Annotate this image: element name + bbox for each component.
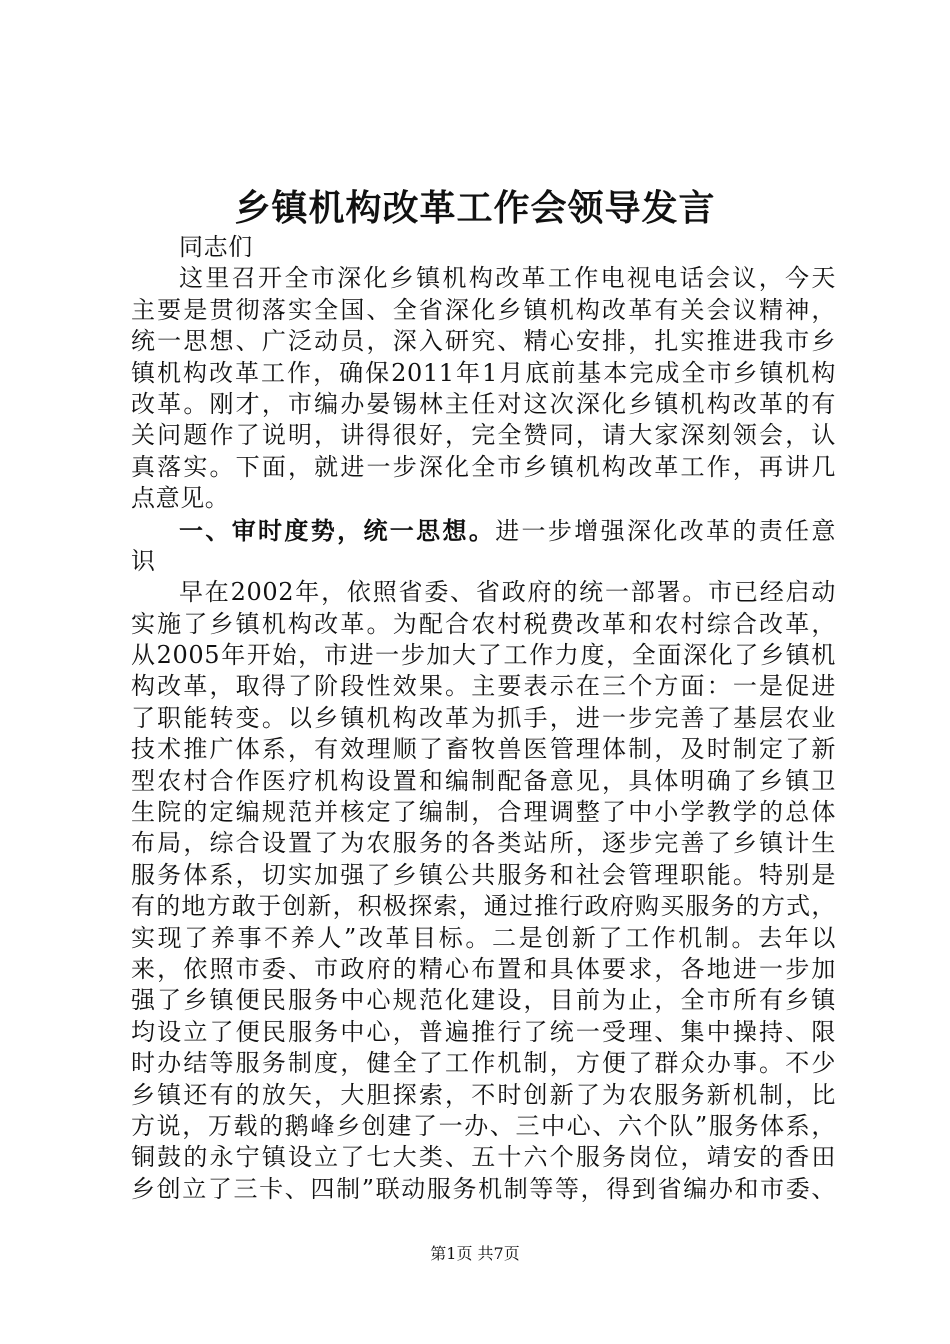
paragraph-line: 早在2002年，依照省委、省政府的统一部署。市已经启动 xyxy=(179,578,836,607)
paragraph-line: 乡镇还有的放矢，大胆探索，不时创新了为农服务新机制，比 xyxy=(131,1080,836,1109)
paragraph-line: 点意见。 xyxy=(131,484,230,513)
paragraph-line: 生院的定编规范并核定了编制，合理调整了中小学教学的总体 xyxy=(131,798,836,827)
paragraph-line: 方说，万载的鹅峰乡创建了一办、三中心、六个队”服务体系， xyxy=(131,1111,836,1140)
paragraph-line: 来，依照市委、市政府的精心布置和具体要求，各地进一步加 xyxy=(131,954,836,983)
paragraph-line: 主要是贯彻落实全国、全省深化乡镇机构改革有关会议精神， xyxy=(131,295,836,324)
paragraph-line: 关问题作了说明，讲得很好，完全赞同，请大家深刻领会，认 xyxy=(131,421,836,450)
paragraph-line: 型农村合作医疗机构设置和编制配备意见，具体明确了乡镇卫 xyxy=(131,766,836,795)
section-heading-title: 一、审时度势，统一思想。 xyxy=(179,515,496,545)
paragraph-line: 真落实。下面，就进一步深化全市乡镇机构改革工作，再讲几 xyxy=(131,452,836,481)
paragraph-line: 实施了乡镇机构改革。为配合农村税费改革和农村综合改革， xyxy=(131,609,836,638)
paragraph-line: 技术推广体系，有效理顺了畜牧兽医管理体制，及时制定了新 xyxy=(131,735,836,764)
paragraph-line: 镇机构改革工作，确保2011年1月底前基本完成全市乡镇机构 xyxy=(131,358,836,387)
document-body xyxy=(131,232,836,1205)
paragraph-line: 乡创立了三卡、四制”联动服务机制等等，得到省编办和市委、 xyxy=(131,1174,836,1203)
section-heading-continuation: 识 xyxy=(131,546,156,575)
section-heading xyxy=(131,515,836,546)
paragraph-line: 强了乡镇便民服务中心规范化建设，目前为止，全市所有乡镇 xyxy=(131,986,836,1015)
paragraph-line: 这里召开全市深化乡镇机构改革工作电视电话会议，今天 xyxy=(179,264,836,293)
paragraph-line: 布局，综合设置了为农服务的各类站所，逐步完善了乡镇计生 xyxy=(131,829,836,858)
paragraph-line: 服务体系，切实加强了乡镇公共服务和社会管理职能。特别是 xyxy=(131,860,836,889)
paragraph-line: 统一思想、广泛动员，深入研究、精心安排，扎实推进我市乡 xyxy=(131,327,836,356)
page-footer: 第1页 共7页 xyxy=(430,1244,520,1263)
paragraph-line: 了职能转变。以乡镇机构改革为抓手，进一步完善了基层农业 xyxy=(131,703,836,732)
paragraph-line: 实现了养事不养人”改革目标。二是创新了工作机制。去年以 xyxy=(131,923,836,952)
document-title: 乡镇机构改革工作会领导发言 xyxy=(234,187,716,229)
paragraph-line: 改革。刚才，市编办晏锡林主任对这次深化乡镇机构改革的有 xyxy=(131,389,836,418)
section-heading-rest: 进一步增强深化改革的责任意 xyxy=(495,516,836,545)
paragraph-line: 构改革，取得了阶段性效果。主要表示在三个方面：一是促进 xyxy=(131,672,836,701)
salutation: 同志们 xyxy=(179,233,253,261)
paragraph-line: 从2005年开始，市进一步加大了工作力度，全面深化了乡镇机 xyxy=(131,641,836,670)
paragraph-line: 时办结等服务制度，健全了工作机制，方便了群众办事。不少 xyxy=(131,1049,836,1078)
paragraph-line: 铜鼓的永宁镇设立了七大类、五十六个服务岗位，靖安的香田 xyxy=(131,1143,836,1172)
paragraph-line: 均设立了便民服务中心，普遍推行了统一受理、集中操持、限 xyxy=(131,1017,836,1046)
paragraph-line: 有的地方敢于创新，积极探索，通过推行政府购买服务的方式， xyxy=(131,892,836,921)
